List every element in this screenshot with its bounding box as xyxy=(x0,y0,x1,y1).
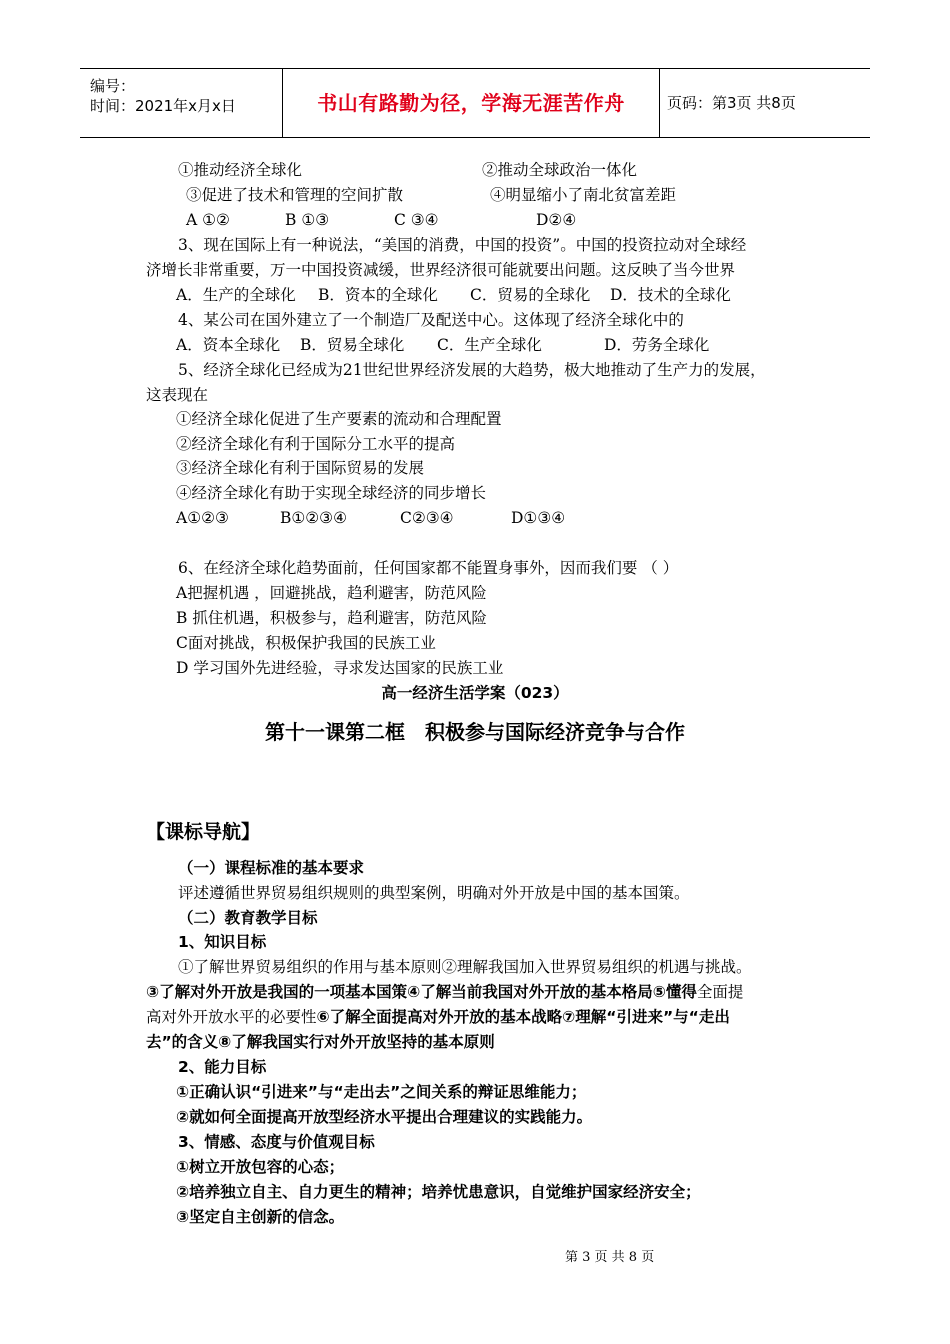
q3-stem-line-2: 济增长非常重要，万一中国投资减缓，世界经济很可能就要出问题。这反映了当今世界 xyxy=(146,261,736,279)
q4-choice-c: C．生产全球化 xyxy=(437,336,542,354)
values-goal-1: ①树立开放包容的心态； xyxy=(176,1158,345,1176)
q5-choice-a: A①②③ xyxy=(176,509,229,527)
q3-choice-b: B．资本的全球化 xyxy=(318,286,438,304)
q2-option-4: ④明显缩小了南北贫富差距 xyxy=(490,186,677,204)
q4-choice-d: D．劳务全球化 xyxy=(604,336,710,354)
heading-teaching-goals: （二）教育教学目标 xyxy=(178,909,318,927)
q5-choice-c: C②③④ xyxy=(400,509,454,527)
q5-statement-3: ③经济全球化有利于国际贸易的发展 xyxy=(176,459,425,477)
q5-stem-line-2: 这表现在 xyxy=(146,386,209,404)
section-heading: 【课标导航】 xyxy=(146,821,261,843)
doc-number-label: 编号： xyxy=(90,77,136,95)
q3-choice-c: C．贸易的全球化 xyxy=(470,286,591,304)
curriculum-standard-text: 评述遵循世界贸易组织规则的典型案例，明确对外开放是中国的基本国策。 xyxy=(178,884,690,902)
values-goal-3: ③坚定自主创新的信念。 xyxy=(176,1208,345,1226)
header-meta xyxy=(80,69,283,137)
q4-stem: 4、某公司在国外建立了一个制造厂及配送中心。这体现了经济全球化中的 xyxy=(178,311,684,329)
doc-date-label: 时间：2021年x月x日 xyxy=(90,97,236,115)
heading-curriculum-standard: （一）课程标准的基本要求 xyxy=(178,859,365,877)
q3-choice-d: D．技术的全球化 xyxy=(610,286,731,304)
header-page-label: 页码：第3页 共8页 xyxy=(667,94,796,112)
ability-goal-1: ①正确认识“引进来”与“走出去”之间关系的辩证思维能力； xyxy=(176,1083,587,1101)
q4-choice-a: A．资本全球化 xyxy=(176,336,281,354)
knowledge-line-2-rest: 全面提 xyxy=(696,983,744,1001)
q2-choice-a: A ①② xyxy=(186,211,230,229)
q2-option-1: ①推动经济全球化 xyxy=(178,161,303,179)
page-header xyxy=(80,68,870,138)
q3-stem-line-1: 3、现在国际上有一种说法，“美国的消费，中国的投资”。中国的投资拉动对全球经 xyxy=(178,236,747,254)
heading-values-goals: 3、情感、态度与价值观目标 xyxy=(178,1133,375,1151)
q5-statement-1: ①经济全球化促进了生产要素的流动和合理配置 xyxy=(176,410,502,428)
values-goal-2: ②培养独立自主、自力更生的精神；培养忧患意识，自觉维护国家经济安全； xyxy=(176,1183,701,1201)
ability-goal-2: ②就如何全面提高开放型经济水平提出合理建议的实践能力。 xyxy=(176,1108,593,1126)
heading-knowledge-goals: 1、知识目标 xyxy=(178,933,267,951)
knowledge-line-2 xyxy=(146,982,743,1002)
q2-choice-c: C ③④ xyxy=(394,211,439,229)
header-motto: 书山有路勤为径，学海无涯苦作舟 xyxy=(283,69,660,137)
q5-stem-line-1: 5、经济全球化已经成为21世纪世界经济发展的大趋势，极大地推动了生产力的发展， xyxy=(178,361,766,379)
doc-title: 第十一课第二框 积极参与国际经济竞争与合作 xyxy=(265,720,685,744)
doc-subtitle: 高一经济生活学案（023） xyxy=(381,684,569,702)
q5-statement-4: ④经济全球化有助于实现全球经济的同步增长 xyxy=(176,484,487,502)
q6-choice-d: D 学习国外先进经验，寻求发达国家的民族工业 xyxy=(176,659,504,677)
q2-choice-d: D②④ xyxy=(536,211,577,229)
page-footer: 第 3 页 共 8 页 xyxy=(565,1250,655,1265)
q5-choice-d: D①③④ xyxy=(511,509,566,527)
q5-choice-b: B①②③④ xyxy=(280,509,347,527)
q2-option-3: ③促进了技术和管理的空间扩散 xyxy=(186,186,404,204)
q6-choice-c: C面对挑战，积极保护我国的民族工业 xyxy=(176,634,436,652)
q2-choice-b: B ①③ xyxy=(285,211,330,229)
knowledge-line-3-start: 高对外开放水平的必要性 xyxy=(146,1008,317,1026)
q4-choice-b: B．贸易全球化 xyxy=(300,336,405,354)
knowledge-line-3 xyxy=(146,1007,730,1027)
heading-ability-goals: 2、能力目标 xyxy=(178,1058,267,1076)
q3-choice-a: A．生产的全球化 xyxy=(176,286,296,304)
knowledge-line-2-bold: ③了解对外开放是我国的一项基本国策④了解当前我国对外开放的基本格局⑤懂得 xyxy=(146,983,697,1001)
q5-statement-2: ②经济全球化有利于国际分工水平的提高 xyxy=(176,435,456,453)
knowledge-line-1: ①了解世界贸易组织的作用与基本原则②理解我国加入世界贸易组织的机遇与挑战。 xyxy=(178,958,752,976)
q6-choice-b: B 抓住机遇，积极参与，趋利避害，防范风险 xyxy=(176,609,487,627)
q6-choice-a: A把握机遇 ，回避挑战，趋利避害，防范风险 xyxy=(176,584,487,602)
q2-option-2: ②推动全球政治一体化 xyxy=(482,161,638,179)
knowledge-line-4: 去”的含义⑧了解我国实行对外开放坚持的基本原则 xyxy=(146,1033,495,1051)
q6-stem: 6、在经济全球化趋势面前，任何国家都不能置身事外，因而我们要 （ ） xyxy=(178,559,679,577)
knowledge-line-3-bold: ⑥了解全面提高对外开放的基本战略⑦理解“引进来”与“走出 xyxy=(316,1008,730,1026)
